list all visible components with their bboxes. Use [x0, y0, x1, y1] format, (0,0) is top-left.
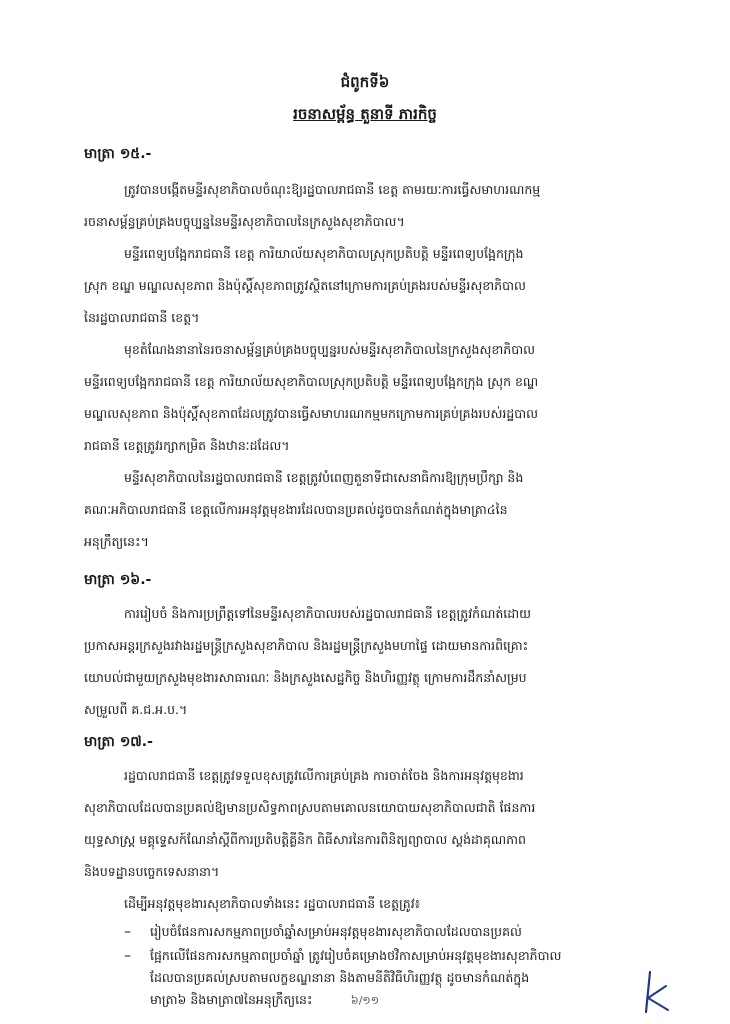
- article-15-line: រាជធានី ខេត្តត្រូវរក្សាកម្រិត និងឋានៈដដែល។: [84, 438, 290, 453]
- article-17-bullet-line: រៀបចំផែនការសកម្មភាពប្រចាំឆ្នាំសម្រាប់អនុវត្តមុខងារសុខាភិបាលដែលបានប្រគល់: [150, 924, 522, 939]
- article-16-line: យោបល់ជាមួយក្រសួងមុខងារសាធារណៈ និងក្រសួងសេដ្ឋកិច្ច និងហិរញ្ញវត្ថុ ក្រោមការដឹកនាំសម្រប: [84, 670, 527, 685]
- page-number: ៦/១១: [350, 994, 380, 1007]
- article-17-bullet-line: ដែលបានប្រគល់ស្របតាមលក្ខខណ្ឌនានា និងតាមនីតិវិធីហិរញ្ញវត្ថុ ដូចមានកំណត់ក្នុង: [150, 970, 530, 985]
- article-17-bullet-line: ផ្អែកលើផែនការសកម្មភាពប្រចាំឆ្នាំ ត្រូវរៀបចំគម្រោងថវិកាសម្រាប់អនុវត្តមុខងារសុខាភិបាល: [150, 948, 562, 963]
- article-17-bullet-line: មាត្រា៦ និងមាត្រា៧នៃអនុក្រឹត្យនេះ: [150, 992, 313, 1007]
- article-15-line: ស្រុក ខណ្ឌ មណ្ឌលសុខភាព និងប៉ុស្តិ៍សុខភាពត្រូវស្ថិតនៅក្រោមការគ្រប់គ្រងរបស់មន្ទីរសុខាភិបាល: [84, 278, 526, 293]
- article-15-line: គណៈអភិបាលរាជធានី ខេត្តលើការអនុវត្តមុខងារដែលបានប្រគល់ដូចបានកំណត់ក្នុងមាត្រា៤នៃ: [84, 502, 508, 517]
- article-15-line: មណ្ឌលសុខភាព និងប៉ុស្តិ៍សុខភាពដែលត្រូវបានធ្វើសមាហរណកម្មមកក្រោមការគ្រប់គ្រងរបស់រដ្ឋបាល: [84, 406, 539, 421]
- article-15-line: មន្ទីរសុខាភិបាលនៃរដ្ឋបាលរាជធានី ខេត្តត្រូវបំពេញតួនាទីជាសេនាធិការឱ្យក្រុមប្រឹក្សា និង: [124, 470, 524, 485]
- article-17-line: សុខាភិបាលដែលបានប្រគល់ឱ្យមានប្រសិទ្ធភាពស្របតាមគោលនយោបាយសុខាភិបាលជាតិ ផែនការ: [84, 800, 536, 815]
- article-15-line: រចនាសម្ព័ន្ធគ្រប់គ្រងបច្ចុប្បន្ននៃមន្ទីរសុខាភិបាលនៃក្រសួងសុខាភិបាល។: [84, 214, 405, 229]
- article-17-heading: មាត្រា ១៧.-: [84, 734, 153, 750]
- article-17-line: យុទ្ធសាស្ត្រ មគ្គុទ្ទេសក៍ណែនាំស្តីពីការប្រតិបត្តិគ្លីនិក ពិធីសារនៃការពិនិត្យព្យាបាល ស្តង់ដាគុណភាព: [84, 832, 526, 847]
- article-16-line: ការរៀបចំ និងការប្រព្រឹត្តទៅនៃមន្ទីរសុខាភិបាលរបស់រដ្ឋបាលរាជធានី ខេត្តត្រូវកំណត់ដោយ: [124, 606, 532, 621]
- article-15-line: នៃរដ្ឋបាលរាជធានី ខេត្ត។: [84, 310, 200, 325]
- article-15-heading: មាត្រា ១៥.-: [84, 146, 152, 162]
- article-15-line: មន្ទីរពេទ្យបង្អែករាជធានី ខេត្ត ការិយាល័យសុខាភិបាលស្រុកប្រតិបត្តិ មន្ទីរពេទ្យបង្អែកក្រុង: [124, 246, 524, 261]
- article-15-line: មន្ទីរពេទ្យបង្អែករាជធានី ខេត្ត ការិយាល័យសុខាភិបាលស្រុកប្រតិបត្តិ មន្ទីរពេទ្យបង្អែកក្រុង ស្រុក ខណ្ឌ: [84, 374, 539, 389]
- chapter-title: ជំពូកទី៦: [340, 73, 390, 91]
- bullet-marker: –: [124, 948, 131, 964]
- article-15-line: មុខតំណែងនានានៃរចនាសម្ព័ន្ធគ្រប់គ្រងបច្ចុប្បន្នរបស់មន្ទីរសុខាភិបាលនៃក្រសួងសុខាភិបាល: [124, 342, 536, 357]
- bullet-marker: –: [124, 924, 131, 940]
- chapter-subtitle: រចនាសម្ព័ន្ធ តួនាទី ភារកិច្ច: [293, 105, 437, 123]
- article-16-heading: មាត្រា ១៦.-: [84, 572, 152, 588]
- article-15-line: អនុក្រឹត្យនេះ។: [84, 534, 149, 549]
- article-17-line: ដើម្បីអនុវត្តមុខងារសុខាភិបាលទាំងនេះ រដ្ឋបាលរាជធានី ខេត្តត្រូវ៖: [124, 896, 421, 911]
- article-16-line: សម្រួលពី គ.ជ.អ.ប.។: [84, 702, 188, 717]
- article-17-line: និងបទដ្ឋានបច្ចេកទេសនានា។: [84, 864, 220, 879]
- article-15-line: ត្រូវបានបង្កើតមន្ទីរសុខាភិបាលចំណុះឱ្យរដ្ឋបាលរាជធានី ខេត្ត តាមរយៈការធ្វើសមាហរណកម្ម: [124, 182, 541, 197]
- article-16-line: ប្រកាសអន្តរក្រសួងរវាងរដ្ឋមន្ត្រីក្រសួងសុខាភិបាល និងរដ្ឋមន្ត្រីក្រសួងមហាផ្ទៃ ដោយមានការពិគ្រោះ: [84, 638, 529, 653]
- article-17-line: រដ្ឋបាលរាជធានី ខេត្តត្រូវទទួលខុសត្រូវលើការគ្រប់គ្រង ការចាត់ចែង និងការអនុវត្តមុខងារ: [124, 768, 524, 783]
